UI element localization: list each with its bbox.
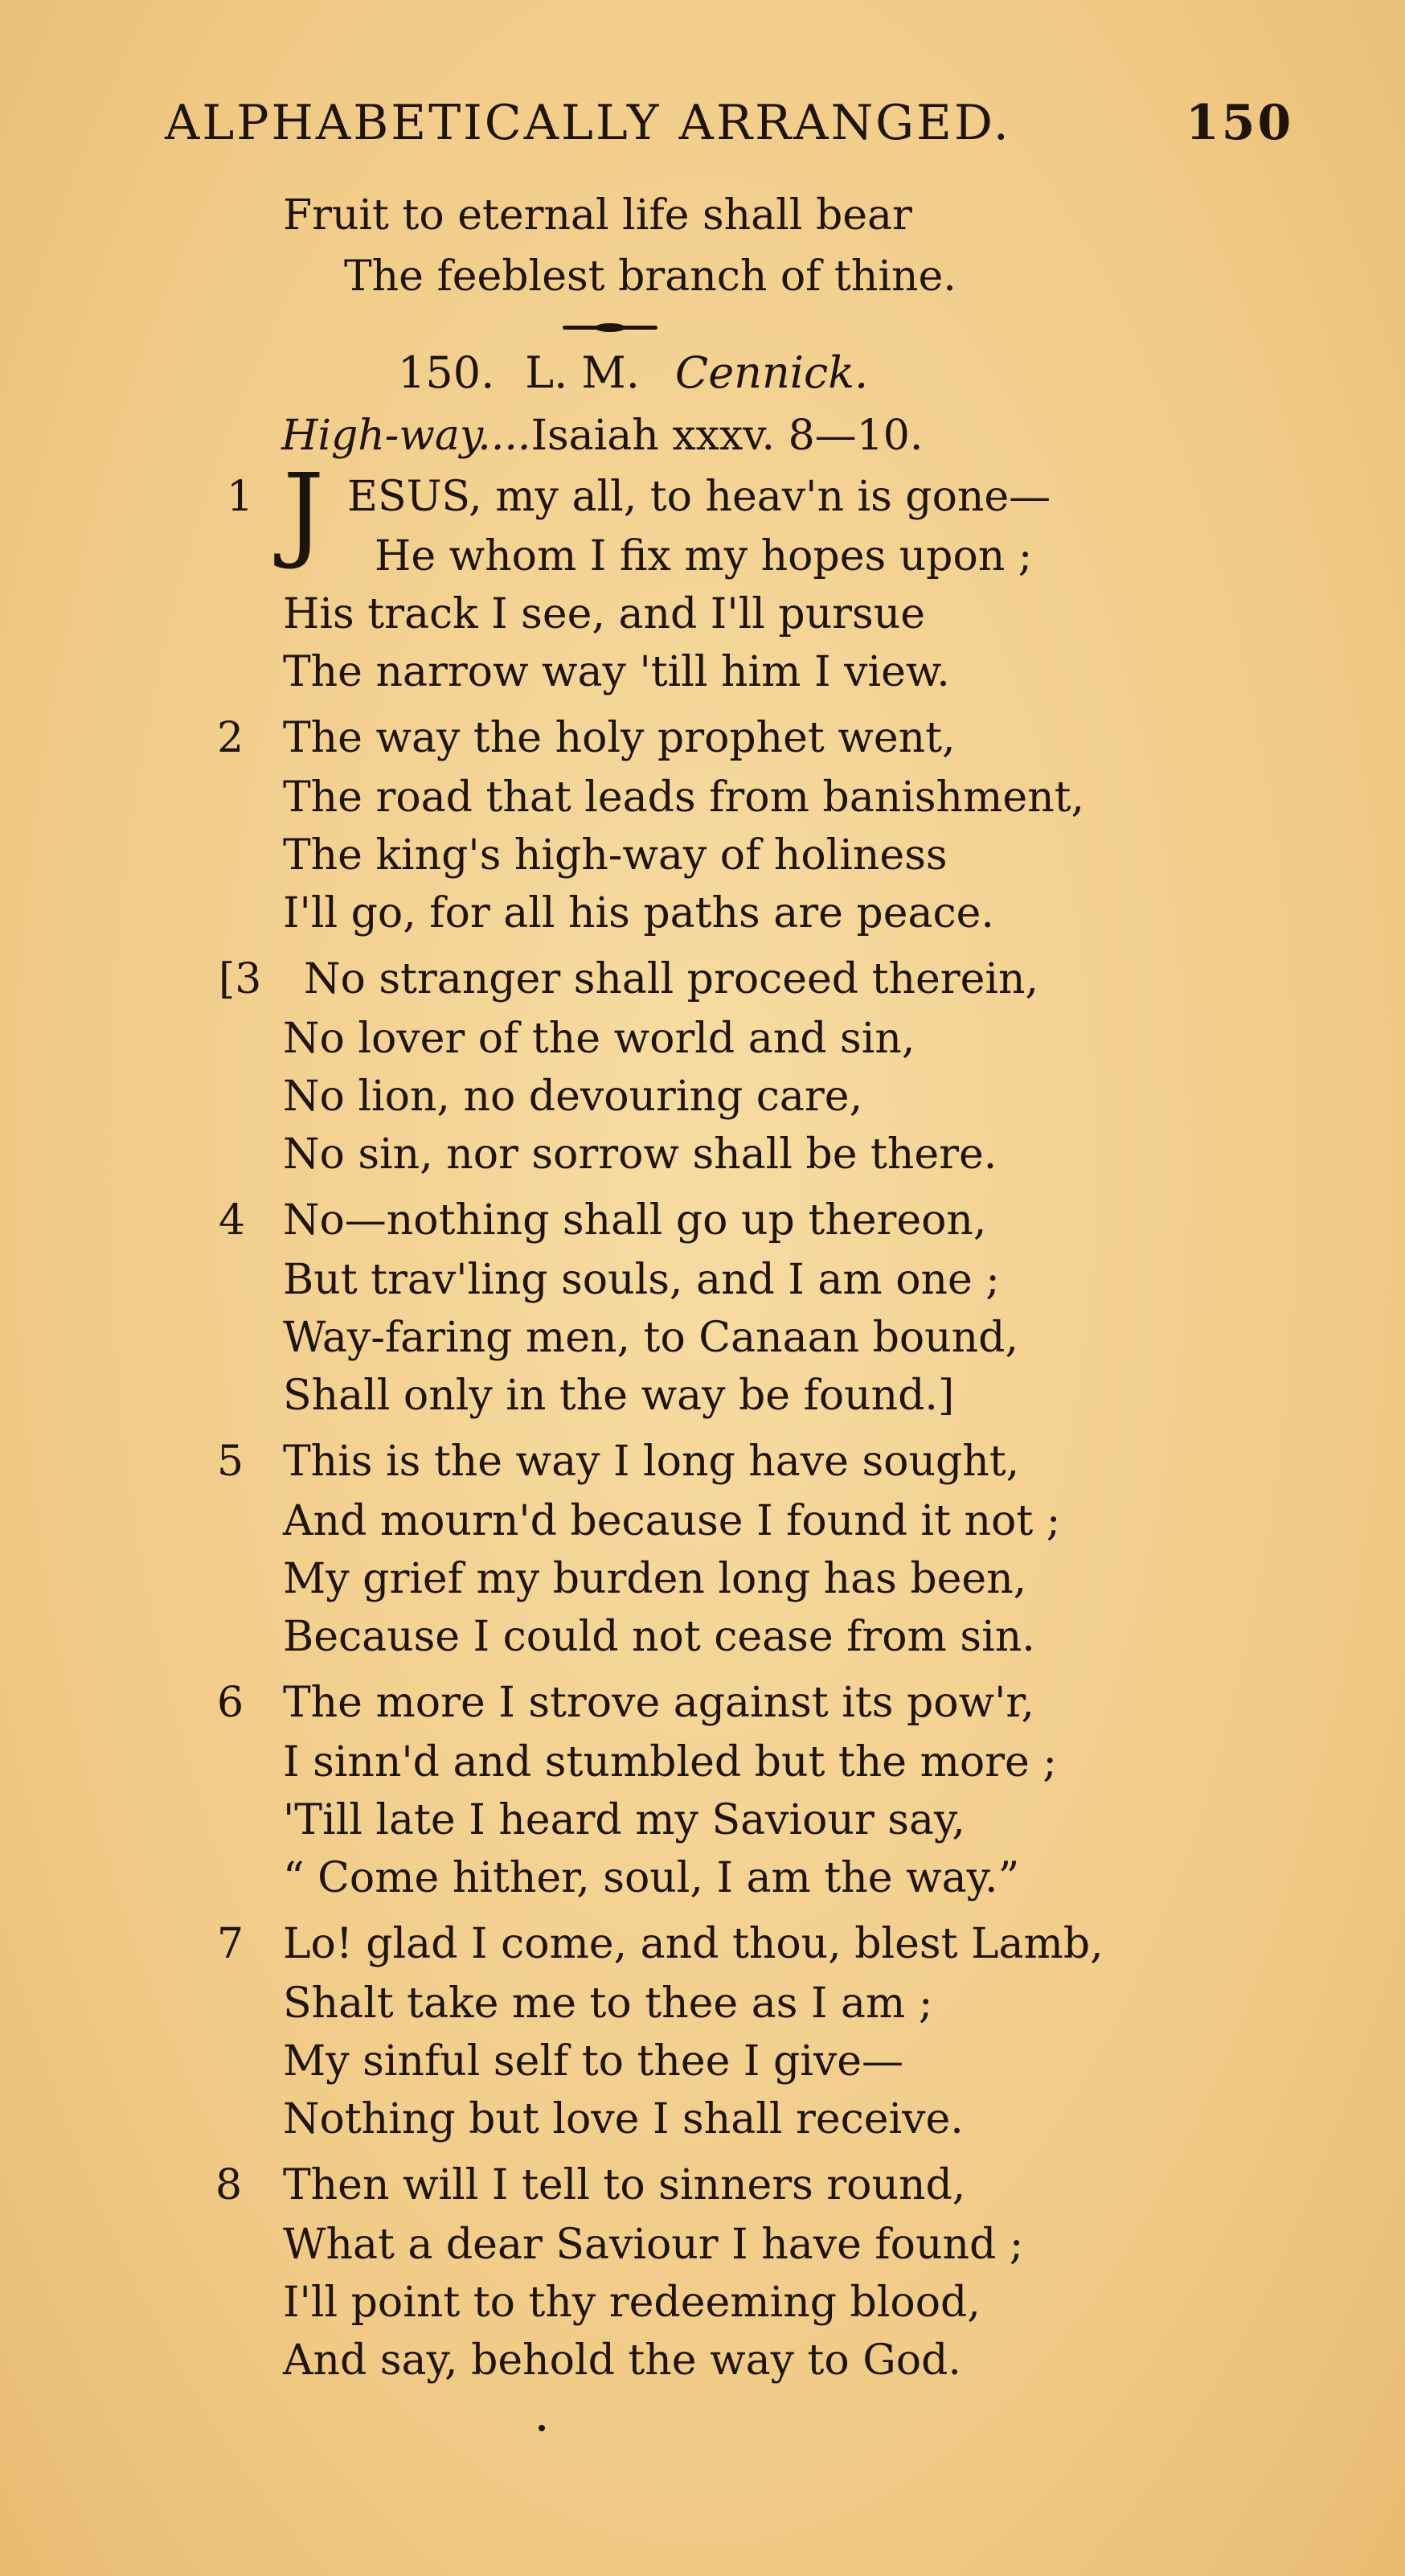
verse-line: The more I strove against its pow'r, [283,1679,1035,1727]
verse-number: 2 [217,714,244,762]
hymn-topic: High-way.... [281,412,531,460]
verse-line: 'Till late I heard my Saviour say, [283,1796,965,1844]
hymn-heading [398,347,868,398]
verse-number: 7 [217,1920,244,1968]
hymn-author: Cennick. [674,347,869,398]
carryover-line: The feeblest branch of thine. [344,252,956,301]
verse-number: 5 [217,1438,244,1486]
verse-line: No—nothing shall go up thereon, [283,1196,987,1245]
verse-number: 4 [219,1196,246,1245]
verse-line: I sinn'd and stumbled but the more ; [283,1738,1057,1786]
verse-line: No lion, no devouring care, [283,1073,863,1121]
verse-line: But trav'ling souls, and I am one ; [283,1256,1000,1304]
verse-line: “ Come hither, soul, I am the way.” [283,1854,1020,1902]
verse-line: And mourn'd because I found it not ; [283,1497,1061,1545]
verse-line: No sin, nor sorrow shall be there. [283,1130,997,1179]
verse-line: What a dear Saviour I have found ; [283,2221,1024,2269]
verse-line: Lo! glad I come, and thou, blest Lamb, [283,1920,1104,1968]
printer-mark [539,2425,545,2431]
verse-line: Way-faring men, to Canaan bound, [283,1314,1018,1362]
page-number: 150 [1186,95,1294,151]
verse-line: The way the holy prophet went, [283,714,956,762]
verse-line: He whom I fix my hopes upon ; [375,532,1033,580]
verse-line: Nothing but love I shall receive. [283,2095,964,2143]
carryover-line: Fruit to eternal life shall bear [283,191,912,240]
verse-number: 1 [227,473,254,521]
verse-line: ESUS, my all, to heav'n is gone— [347,473,1051,521]
verse-line: My grief my burden long has been, [283,1555,1027,1603]
hymn-number: 150. [398,347,495,398]
hymn-scripture: Isaiah xxxv. 8—10. [530,412,924,460]
verse-line: The king's high-way of holiness [283,831,948,880]
verse-line: The road that leads from banishment, [283,773,1085,822]
verse-number: 6 [217,1679,244,1727]
verse-line: Shalt take me to thee as I am ; [283,1979,933,2028]
verse-line: Then will I tell to sinners round, [283,2161,966,2209]
verse-line: Shall only in the way be found.] [283,1372,955,1420]
verse-line: My sinful self to thee I give— [283,2037,904,2086]
verse-line: The narrow way 'till him I view. [283,648,950,696]
running-title: ALPHABETICALLY ARRANGED. [165,95,1011,151]
verse-number: [3 [219,955,262,1003]
verse-line: No lover of the world and sin, [283,1015,916,1063]
verse-line: And say, behold the way to God. [283,2336,961,2385]
hymn-subject [281,412,923,460]
verse-line: This is the way I long have sought, [283,1438,1020,1486]
verse-line: Because I could not cease from sin. [283,1613,1035,1661]
verse-line: I'll point to thy redeeming blood, [283,2279,981,2327]
section-divider [563,326,657,330]
verse-line: No stranger shall proceed therein, [304,955,1039,1003]
verse-line: I'll go, for all his paths are peace. [283,889,994,937]
drop-cap: J [283,453,325,572]
verse-number: 8 [215,2161,243,2209]
hymn-meter: L. M. [525,347,640,398]
verse-line: His track I see, and I'll pursue [283,590,925,638]
